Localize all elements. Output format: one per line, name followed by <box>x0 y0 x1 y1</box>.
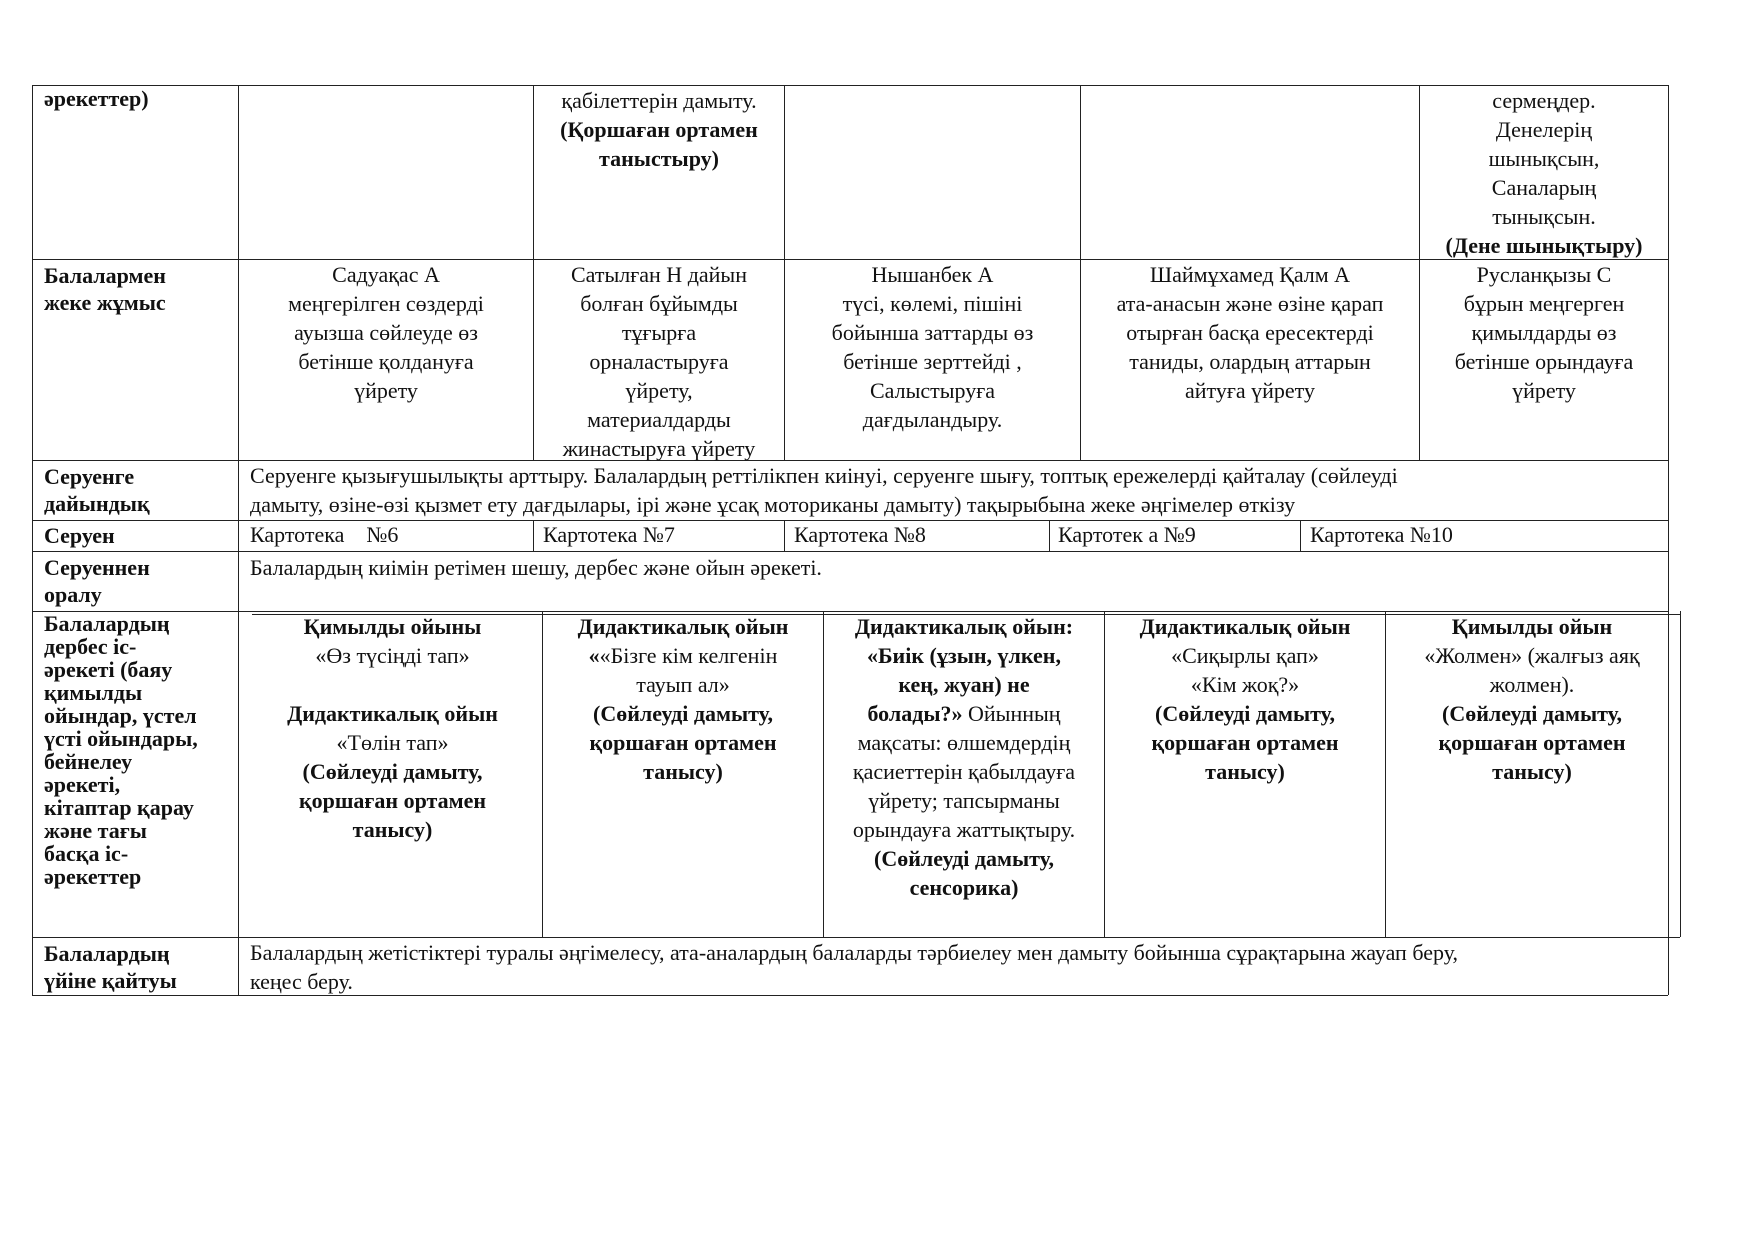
text-line: (Қоршаған ортамен <box>560 117 758 142</box>
quote-mark: « <box>588 643 600 668</box>
text-line: жинастыруға үйрету <box>562 436 756 461</box>
text-line: (Сөйлеуді дамыту, <box>1442 701 1622 726</box>
label-line: әрекеттер <box>44 864 142 889</box>
label-line: басқа іс- <box>44 841 129 866</box>
text-line: орналастыруға <box>589 349 729 374</box>
text-line: айтуға үйрету <box>1184 378 1315 403</box>
text-line: (Сөйлеуді дамыту, <box>1155 701 1335 726</box>
walk-card-3: Картотека №8 <box>794 522 926 547</box>
individual-cell-5 <box>1421 260 1667 405</box>
label-line: оралу <box>44 582 102 607</box>
text-line: танысу) <box>1205 759 1285 784</box>
independent-cell-2 <box>544 612 822 786</box>
column-divider <box>1080 85 1081 460</box>
text-line: отырған басқа ересектерді <box>1126 320 1374 345</box>
text-line: кеңес беру. <box>250 969 353 994</box>
text-line: қабілеттерін дамыту. <box>561 88 757 113</box>
label-line: үйіне қайтуы <box>44 968 177 993</box>
label-line: бейнелеу <box>44 749 133 774</box>
text-line: қоршаған ортамен <box>298 788 487 813</box>
text-line: мақсаты: өлшемдердің <box>857 730 1071 755</box>
row-label-return <box>44 554 150 608</box>
text-line <box>544 641 822 670</box>
label-line: әрекеті (баяу <box>44 657 173 682</box>
column-divider <box>533 85 534 460</box>
text-fragment: Ойынның <box>962 701 1061 726</box>
text-line: болған бұйымды <box>580 291 738 316</box>
column-divider <box>542 611 543 937</box>
text-line: Шаймұхамед Қалм А <box>1149 262 1351 287</box>
text-line: қоршаған ортамен <box>1151 730 1339 755</box>
text-line: ата-анасын және өзіне қарап <box>1116 291 1384 316</box>
text-line: дағдыландыру. <box>862 407 1003 432</box>
column-divider <box>784 520 785 551</box>
column-divider <box>1104 611 1105 937</box>
label-line: дербес іс- <box>44 634 137 659</box>
text-line: «Төлін тап» <box>336 730 449 755</box>
text-line: «Сиқырлы қап» <box>1171 643 1319 668</box>
text-line: Серуенге қызығушылықты арттыру. Балалардың реттілікпен киінуі, серуенге шығу, топтық ережелерді қайталау (сөйлеуді <box>250 463 1398 488</box>
text-line: жолмен). <box>1489 672 1575 697</box>
text-line: Денелерің <box>1495 117 1593 142</box>
individual-cell-1 <box>240 260 532 405</box>
text-line: бойынша заттарды өз <box>831 320 1034 345</box>
label-line: Балалардың <box>44 941 170 966</box>
column-divider <box>1300 520 1301 551</box>
text-line: бұрын меңгерген <box>1463 291 1625 316</box>
text-line: таныстыру) <box>599 146 719 171</box>
text-line: орындауға жаттықтыру. <box>852 817 1076 842</box>
row-label-individual <box>44 262 166 316</box>
column-divider <box>533 520 534 551</box>
label-line: жеке жұмыс <box>44 290 166 315</box>
row-label-home <box>44 940 177 994</box>
top-cell-6 <box>1421 86 1667 260</box>
label-line: Серуен <box>44 523 115 548</box>
individual-cell-2 <box>535 260 783 463</box>
column-divider <box>1419 85 1420 460</box>
table-right-border <box>1668 85 1669 995</box>
text-line: қимылдарды өз <box>1471 320 1617 345</box>
text-line: үйрету; тапсырманы <box>868 788 1060 813</box>
text-line: Нышанбек А <box>871 262 994 287</box>
text-line: үйрету, <box>625 378 693 403</box>
label-line: Серуеннен <box>44 555 150 580</box>
label-line: әрекеті, <box>44 772 121 797</box>
text-line: Қимылды ойын <box>1451 614 1613 639</box>
text-line: бетінше қолдануға <box>298 349 474 374</box>
label-line: және тағы <box>44 818 147 843</box>
label-line: дайындық <box>44 491 150 516</box>
table-right-border-offset <box>1680 611 1681 937</box>
text-line: «Өз түсіңді тап» <box>315 643 470 668</box>
text-line: меңгерілген сөздерді <box>288 291 484 316</box>
column-divider <box>823 611 824 937</box>
top-cell-3 <box>535 86 783 173</box>
text-fragment: болады?» <box>867 701 963 726</box>
text-line: ауызша сөйлеуде өз <box>294 320 478 345</box>
label-column-divider <box>238 85 239 995</box>
independent-cell-1 <box>244 612 541 844</box>
text-line: «Жолмен» (жалғыз аяқ <box>1424 643 1640 668</box>
text-line: Садуақас А <box>332 262 440 287</box>
text-line: Салыстыруға <box>869 378 996 403</box>
label-line: қимылды <box>44 680 143 705</box>
row-divider <box>32 551 1668 552</box>
label-line: кітаптар қарау <box>44 795 194 820</box>
text-line: шынықсын, <box>1488 146 1600 171</box>
walk-card-1: Картотека №6 <box>250 522 399 547</box>
text-line: материалдарды <box>587 407 731 432</box>
text-line: Қимылды ойыны <box>303 614 482 639</box>
text-line: Дидактикалық ойын <box>1139 614 1351 639</box>
text-line <box>825 699 1103 728</box>
individual-cell-4 <box>1082 260 1418 405</box>
label-line: үсті ойындары, <box>44 726 198 751</box>
row-label-walk <box>44 522 115 549</box>
text-line: дамыту, өзіне-өзі қызмет ету дағдылары, ірі және ұсақ моториканы дамыту) тақырыбына жеке әңгімелер өткізу <box>250 492 1296 517</box>
label-line: Балалардың <box>44 611 170 636</box>
text-line: тауып ал» <box>636 672 730 697</box>
walk-card-4: Картотек а №9 <box>1058 522 1196 547</box>
text-line: танысу) <box>1492 759 1572 784</box>
text-line: таниды, олардың аттарын <box>1129 349 1371 374</box>
text-line: Дидактикалық ойын <box>577 614 789 639</box>
text-line: танысу) <box>352 817 433 842</box>
text-line: сермеңдер. <box>1492 88 1596 113</box>
spacer <box>244 670 541 699</box>
text-line: қоршаған ортамен <box>1438 730 1626 755</box>
text-line: «Биік (ұзын, үлкен, <box>867 643 1061 668</box>
walk-card-5: Картотека №10 <box>1310 522 1453 547</box>
column-divider <box>1385 611 1386 937</box>
text-line: (Дене шынықтыру) <box>1445 233 1643 258</box>
label-line: Серуенге <box>44 464 135 489</box>
text-line: Русланқызы С <box>1476 262 1612 287</box>
label-line: әрекеттер) <box>44 86 149 111</box>
home-text <box>250 938 1660 996</box>
prep-text <box>250 461 1660 519</box>
individual-cell-3 <box>786 260 1079 434</box>
text-line: бетінше зерттейді , <box>843 349 1022 374</box>
row-label-prep <box>44 463 150 517</box>
independent-cell-3 <box>825 612 1103 902</box>
text-line: тынықсын. <box>1492 204 1596 229</box>
independent-cell-5 <box>1387 612 1677 786</box>
independent-cell-4 <box>1106 612 1384 786</box>
text-line: сенсорика) <box>909 875 1019 900</box>
text-line: Дидактикалық ойын: <box>854 614 1074 639</box>
row-label-independent <box>44 612 198 888</box>
text-line: Дидактикалық ойын <box>287 701 498 726</box>
column-divider <box>1049 520 1050 551</box>
return-text: Балалардың киімін ретімен шешу, дербес және ойын әрекеті. <box>250 555 822 580</box>
table-left-border <box>32 85 33 995</box>
text-line: Балалардың жетістіктері туралы әңгімелесу, ата-аналардың балаларды тәрбиелеу мен дамыту бойынша сұрақтарына жауап беру, <box>250 940 1459 965</box>
text-line: (Сөйлеуді дамыту, <box>593 701 773 726</box>
text-line: үйрету <box>1512 378 1576 403</box>
text-line: қасиеттерін қабылдауға <box>852 759 1076 784</box>
text-line: (Сөйлеуді дамыту, <box>874 846 1054 871</box>
text-line: бетінше орындауға <box>1454 349 1634 374</box>
text-fragment: «Бізге кім келгенін <box>599 643 778 668</box>
text-line: Сатылған Н дайын <box>571 262 747 287</box>
column-divider <box>784 85 785 460</box>
row-label-top <box>44 85 149 112</box>
text-line: тұғырға <box>621 320 697 345</box>
text-line: «Кім жоқ?» <box>1190 672 1300 697</box>
text-line: Саналарың <box>1491 175 1597 200</box>
text-line: (Сөйлеуді дамыту, <box>302 759 483 784</box>
text-line: қоршаған ортамен <box>589 730 777 755</box>
text-line: түсі, көлемі, пішіні <box>842 291 1023 316</box>
text-line: танысу) <box>643 759 723 784</box>
label-line: ойындар, үстел <box>44 703 197 728</box>
text-line: үйрету <box>354 378 418 403</box>
text-line: кең, жуан) не <box>898 672 1030 697</box>
walk-card-2: Картотека №7 <box>543 522 675 547</box>
label-line: Балалармен <box>44 263 166 288</box>
